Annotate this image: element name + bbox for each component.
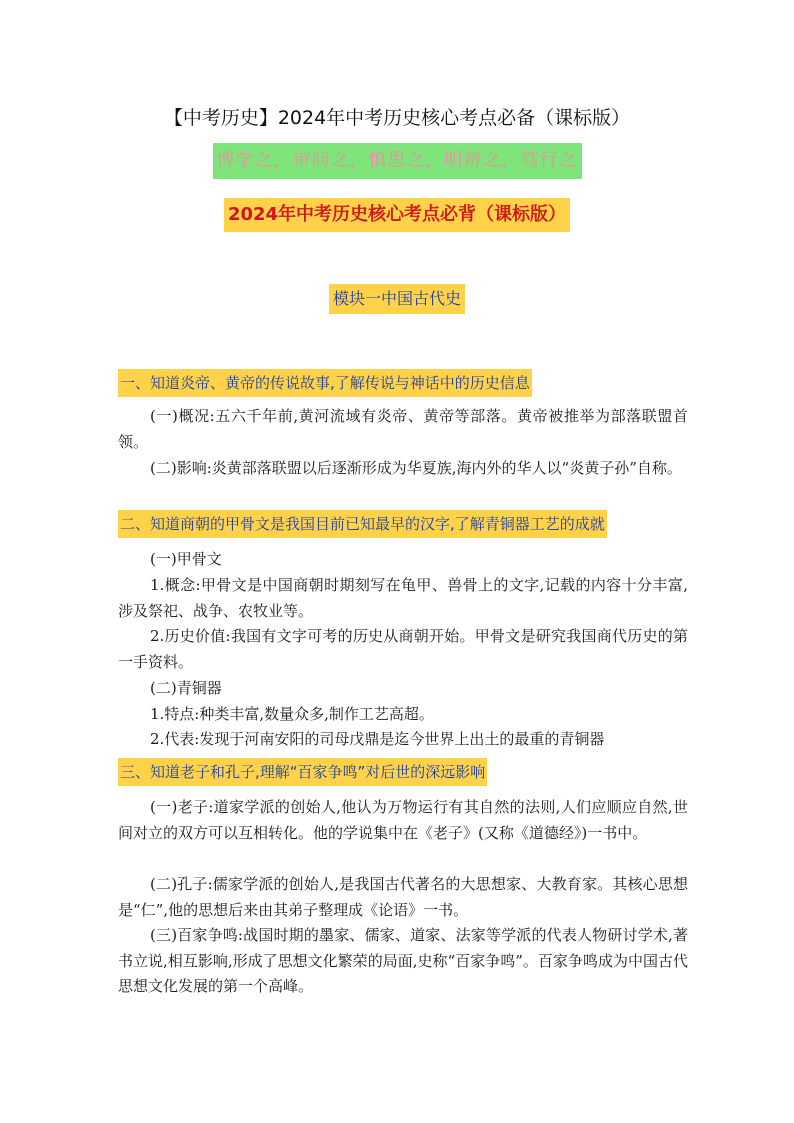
section-heading-1: 一、知道炎帝、黄帝的传说故事,了解传说与神话中的历史信息 <box>118 369 532 397</box>
paragraph: 1.特点:种类丰富,数量众多,制作工艺高超。 <box>150 705 434 723</box>
subtitle-banner <box>0 198 794 232</box>
paragraph: (一)甲骨文 <box>150 550 222 568</box>
motto-text: 博学之，审问之，慎思之，明辨之，笃行之 <box>213 143 582 179</box>
section-heading-3: 三、知道老子和孔子,理解“百家争鸣”对后世的深远影响 <box>118 758 487 786</box>
module-heading: 模块一中国古代史 <box>329 284 465 314</box>
section-heading-2: 二、知道商朝的甲骨文是我国目前已知最早的汉字,了解青铜器工艺的成就 <box>118 510 607 538</box>
paragraph: 2.代表:发现于河南安阳的司母戊鼎是迄今世界上出土的最重的青铜器 <box>150 730 605 748</box>
paragraph: 2.历史价值:我国有文字可考的历史从商朝开始。甲骨文是研究我国商代历史的第一手资料。 <box>118 627 688 671</box>
paragraph: (二)青铜器 <box>150 679 222 697</box>
paragraph: 1.概念:甲骨文是中国商朝时期刻写在龟甲、兽骨上的文字,记载的内容十分丰富,涉及祭祀、战争、农牧业等。 <box>118 576 688 620</box>
subtitle-text: 2024年中考历史核心考点必背（课标版） <box>224 198 570 232</box>
paragraph: (一)老子:道家学派的创始人,他认为万物运行有其自然的法则,人们应顺应自然,世间对立的双方可以互相转化。他的学说集中在《老子》(又称《道德经》)一书中。 <box>118 798 688 842</box>
motto-banner <box>0 143 794 179</box>
paragraph: (二)孔子:儒家学派的创始人,是我国古代著名的大思想家、大教育家。其核心思想是“仁”,他的思想后来由其弟子整理成《论语》一书。 <box>118 875 688 919</box>
paragraph: (一)概况:五六千年前,黄河流域有炎帝、黄帝等部落。黄帝被推举为部落联盟首领。 <box>118 407 688 451</box>
paragraph: (三)百家争鸣:战国时期的墨家、儒家、道家、法家等学派的代表人物研讨学术,著书立说,相互影响,形成了思想文化繁荣的局面,史称“百家争鸣”。百家争鸣成为中国古代思想文化发展的第一个高峰。 <box>118 926 688 995</box>
document-title: 【中考历史】2024年中考历史核心考点必备（课标版） <box>163 107 631 129</box>
module-banner <box>0 284 794 314</box>
paragraph: (二)影响:炎黄部落联盟以后逐渐形成为华夏族,海内外的华人以“炎黄子孙”自称。 <box>150 459 682 477</box>
